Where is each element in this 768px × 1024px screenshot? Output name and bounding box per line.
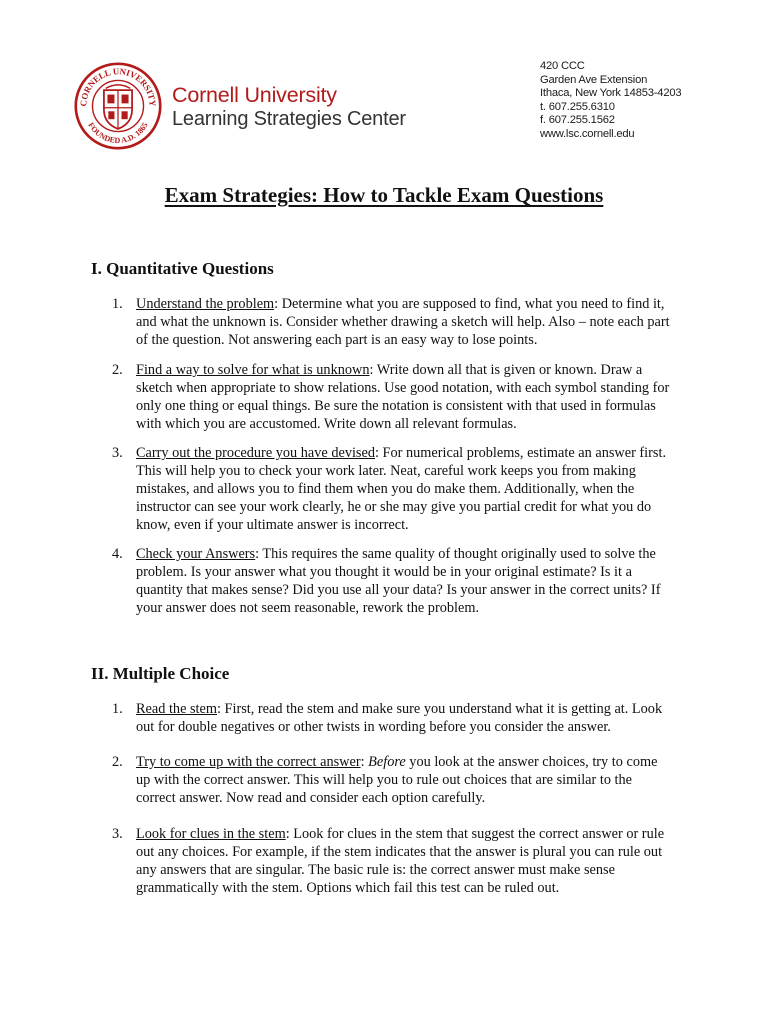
item-number: 2.: [112, 362, 123, 378]
list-item: [112, 545, 672, 617]
brand-block: [172, 83, 406, 131]
item-body: : Look for clues in the stem that suggest the correct answer or rule out any choices. For example, if the stem indicates that the answer is plural you can rule out any answers that are singular. The basic rule is: the correct answer must make sense grammatically with the stem. Options which fail this test can be ruled out.: [136, 826, 665, 896]
item-text: [136, 361, 672, 433]
item-body: : Write down all that is given or known. Draw a sketch when appropriate to show relations. Use good notation, with each symbol standing for only one thing or equal things. Be sure the notation is consistent with that used in formulas with which you are accustomed. Write down all relevant formulas.: [136, 362, 670, 432]
cornell-seal-icon: [74, 62, 162, 150]
item-lead: Look for clues in the stem: [136, 826, 286, 842]
item-lead: Try to come up with the correct answer: [136, 754, 361, 770]
list-item: [112, 361, 672, 433]
item-number: 3.: [112, 445, 123, 461]
address-phone: t. 607.255.6310: [540, 100, 615, 113]
item-emphasis: Before: [368, 754, 406, 770]
item-text: [136, 825, 672, 897]
item-number: 2.: [112, 754, 123, 770]
item-body: you look at the answer choices, try to come up with the correct answer. This will help you to rule out choices that are similar to the correct answer. Now read and consider each option carefully.: [136, 754, 658, 806]
address-street-2: Garden Ave Extension: [540, 73, 648, 86]
item-lead: Understand the problem: [136, 296, 275, 312]
section-heading-multiple-choice: II. Multiple Choice: [91, 664, 230, 683]
item-body-pre: :: [360, 754, 369, 770]
item-number: 1.: [112, 296, 123, 312]
item-body: : First, read the stem and make sure you understand what it is getting at. Look out for double negatives or other twists in wording before you consider the answer.: [136, 701, 663, 735]
document-title-text: Exam Strategies: How to Tackle Exam Questions: [164, 183, 604, 207]
item-number: 1.: [112, 701, 123, 717]
item-body: : For numerical problems, estimate an answer first. This will help you to check your work later. Neat, careful work keeps you from making mistakes, and allows you to find them when you do make them. Additionally, when the instructor can see your work clearly, he or she may give you partial credit for what you do know, even if your ultimate answer is incorrect.: [136, 445, 667, 533]
seal-text-bottom: FOUNDED A.D. 1865: [86, 120, 150, 146]
list-item: [112, 700, 672, 736]
address-fax: f. 607.255.1562: [540, 114, 615, 126]
item-text: [136, 753, 672, 807]
item-text: [136, 700, 672, 736]
list-item: [112, 753, 672, 807]
item-text: [136, 545, 672, 617]
item-body: : This requires the same quality of thought originally used to solve the problem. Is your answer what you thought it would be in your original estimate? Is it a quantity that makes sense? Did you use all your data? Is your answer in the correct units? If your answer does not seem reasonable, rework the problem.: [136, 546, 661, 616]
item-body: : Determine what you are supposed to find, what you need to find it, and what the unknown is. Consider whether drawing a sketch will help. Also – note each part of the question. Not answering each part is an easy way to lose points.: [136, 296, 670, 348]
address-city: Ithaca, New York 14853-4203: [540, 87, 682, 99]
list-item: [112, 444, 672, 534]
item-lead: Find a way to solve for what is unknown: [136, 362, 370, 378]
department-name: Learning Strategies Center: [172, 108, 406, 130]
list-item: [112, 825, 672, 897]
item-text: [136, 295, 672, 349]
item-number: 3.: [112, 826, 123, 842]
document-title: [0, 183, 768, 208]
list-item: [112, 295, 672, 349]
institution-name: Cornell University: [172, 83, 337, 107]
section-heading-quantitative: I. Quantitative Questions: [91, 259, 274, 278]
address-website: www.lsc.cornell.edu: [540, 127, 635, 140]
item-number: 4.: [112, 546, 123, 562]
item-lead: Carry out the procedure you have devised: [136, 445, 375, 461]
address-street: 420 CCC: [540, 60, 585, 72]
seal-text-top: CORNELL UNIVERSITY: [78, 66, 158, 107]
item-text: [136, 444, 672, 534]
address-block: [540, 60, 681, 141]
item-lead: Read the stem: [136, 701, 217, 717]
item-lead: Check your Answers: [136, 546, 256, 562]
